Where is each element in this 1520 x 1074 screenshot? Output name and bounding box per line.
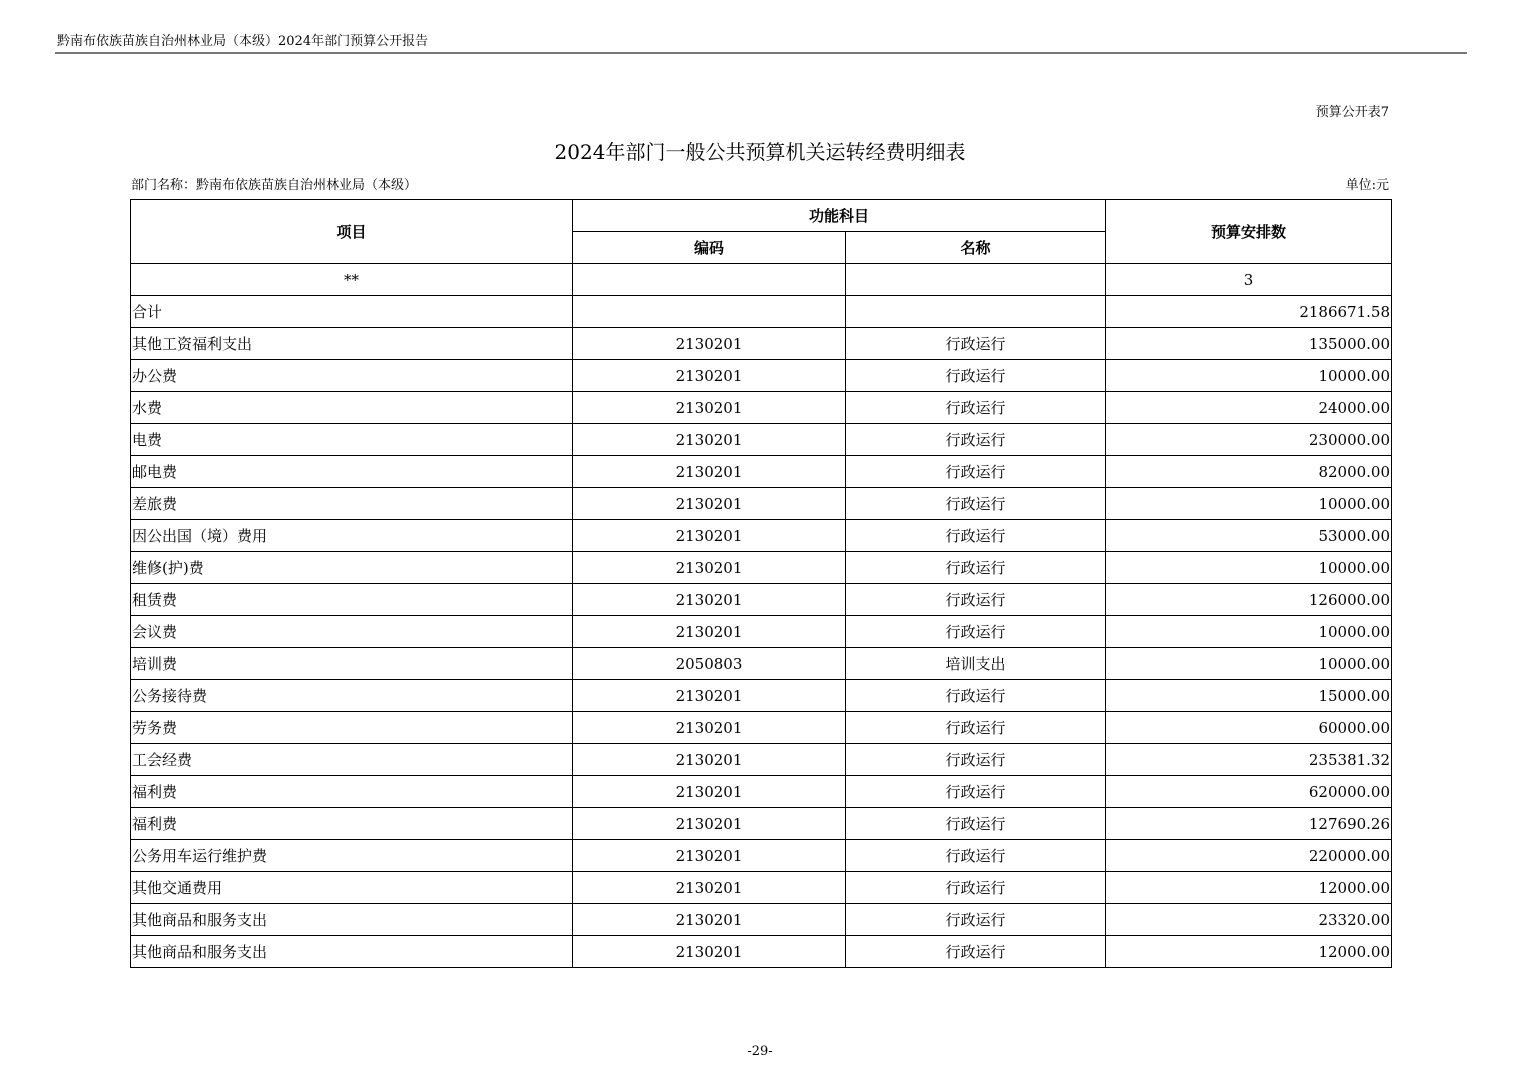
cell-function-name: 行政运行	[846, 616, 1106, 648]
table-row	[131, 296, 1392, 328]
index-item: **	[131, 264, 573, 296]
cell-amount: 24000.00	[1106, 392, 1392, 424]
col-header-function-group: 功能科目	[573, 200, 1106, 232]
cell-code: 2130201	[573, 616, 846, 648]
cell-function-name: 行政运行	[846, 808, 1106, 840]
cell-function-name: 培训支出	[846, 648, 1106, 680]
table-row	[131, 840, 1392, 872]
cell-amount: 135000.00	[1106, 328, 1392, 360]
report-header: 黔南布依族苗族自治州林业局（本级）2024年部门预算公开报告	[57, 34, 429, 49]
cell-item: 合计	[131, 296, 573, 328]
cell-function-name: 行政运行	[846, 584, 1106, 616]
table-row	[131, 456, 1392, 488]
cell-code: 2130201	[573, 808, 846, 840]
table-row	[131, 808, 1392, 840]
unit-label: 单位:元	[1345, 178, 1389, 193]
cell-amount: 12000.00	[1106, 872, 1392, 904]
cell-amount: 10000.00	[1106, 616, 1392, 648]
cell-item: 租赁费	[131, 584, 573, 616]
table-row	[131, 392, 1392, 424]
cell-item: 公务用车运行维护费	[131, 840, 573, 872]
cell-function-name: 行政运行	[846, 936, 1106, 968]
table-row	[131, 552, 1392, 584]
cell-amount: 620000.00	[1106, 776, 1392, 808]
cell-item: 其他商品和服务支出	[131, 904, 573, 936]
cell-code: 2130201	[573, 584, 846, 616]
cell-code: 2130201	[573, 488, 846, 520]
table-row	[131, 872, 1392, 904]
cell-amount: 82000.00	[1106, 456, 1392, 488]
table-row	[131, 616, 1392, 648]
table-row	[131, 936, 1392, 968]
page-title: 2024年部门一般公共预算机关运转经费明细表	[554, 140, 966, 164]
col-header-item: 项目	[131, 200, 573, 264]
index-name	[846, 264, 1106, 296]
cell-item: 工会经费	[131, 744, 573, 776]
cell-code: 2130201	[573, 520, 846, 552]
cell-amount: 10000.00	[1106, 488, 1392, 520]
table-row	[131, 680, 1392, 712]
cell-item: 会议费	[131, 616, 573, 648]
cell-amount: 230000.00	[1106, 424, 1392, 456]
page-number: -29-	[747, 1044, 773, 1059]
cell-item: 公务接待费	[131, 680, 573, 712]
cell-function-name: 行政运行	[846, 456, 1106, 488]
cell-amount: 2186671.58	[1106, 296, 1392, 328]
header-divider	[55, 52, 1467, 54]
department-name: 部门名称：黔南布依族苗族自治州林业局（本级）	[131, 178, 418, 193]
table-row	[131, 328, 1392, 360]
cell-code: 2130201	[573, 840, 846, 872]
cell-function-name: 行政运行	[846, 904, 1106, 936]
cell-function-name: 行政运行	[846, 840, 1106, 872]
cell-amount: 53000.00	[1106, 520, 1392, 552]
cell-function-name: 行政运行	[846, 712, 1106, 744]
cell-item: 培训费	[131, 648, 573, 680]
table-row	[131, 488, 1392, 520]
cell-code: 2130201	[573, 424, 846, 456]
cell-item: 福利费	[131, 808, 573, 840]
cell-amount: 12000.00	[1106, 936, 1392, 968]
col-header-amount: 预算安排数	[1106, 200, 1392, 264]
index-code	[573, 264, 846, 296]
cell-amount: 127690.26	[1106, 808, 1392, 840]
table-row	[131, 712, 1392, 744]
index-row	[131, 264, 1392, 296]
cell-function-name: 行政运行	[846, 680, 1106, 712]
table-row	[131, 648, 1392, 680]
cell-function-name: 行政运行	[846, 488, 1106, 520]
cell-item: 邮电费	[131, 456, 573, 488]
cell-function-name	[846, 296, 1106, 328]
table-row	[131, 520, 1392, 552]
cell-item: 其他工资福利支出	[131, 328, 573, 360]
table-row	[131, 776, 1392, 808]
cell-function-name: 行政运行	[846, 360, 1106, 392]
cell-code: 2130201	[573, 360, 846, 392]
cell-item: 其他商品和服务支出	[131, 936, 573, 968]
cell-amount: 10000.00	[1106, 552, 1392, 584]
cell-amount: 220000.00	[1106, 840, 1392, 872]
cell-item: 福利费	[131, 776, 573, 808]
cell-code: 2050803	[573, 648, 846, 680]
cell-code: 2130201	[573, 456, 846, 488]
cell-code: 2130201	[573, 680, 846, 712]
cell-amount: 23320.00	[1106, 904, 1392, 936]
cell-function-name: 行政运行	[846, 872, 1106, 904]
cell-function-name: 行政运行	[846, 392, 1106, 424]
col-header-name: 名称	[846, 232, 1106, 264]
cell-code: 2130201	[573, 872, 846, 904]
cell-code: 2130201	[573, 552, 846, 584]
cell-code: 2130201	[573, 712, 846, 744]
table-row	[131, 360, 1392, 392]
cell-amount: 126000.00	[1106, 584, 1392, 616]
cell-amount: 60000.00	[1106, 712, 1392, 744]
cell-code: 2130201	[573, 904, 846, 936]
cell-code: 2130201	[573, 936, 846, 968]
cell-item: 其他交通费用	[131, 872, 573, 904]
table-row	[131, 744, 1392, 776]
budget-table	[130, 199, 1392, 968]
index-amount: 3	[1106, 264, 1392, 296]
col-header-code: 编码	[573, 232, 846, 264]
cell-function-name: 行政运行	[846, 328, 1106, 360]
cell-item: 水费	[131, 392, 573, 424]
table-row	[131, 584, 1392, 616]
cell-item: 维修(护)费	[131, 552, 573, 584]
cell-amount: 10000.00	[1106, 360, 1392, 392]
cell-function-name: 行政运行	[846, 744, 1106, 776]
cell-amount: 235381.32	[1106, 744, 1392, 776]
cell-item: 因公出国（境）费用	[131, 520, 573, 552]
cell-function-name: 行政运行	[846, 520, 1106, 552]
cell-function-name: 行政运行	[846, 424, 1106, 456]
cell-code: 2130201	[573, 392, 846, 424]
cell-function-name: 行政运行	[846, 776, 1106, 808]
cell-code: 2130201	[573, 744, 846, 776]
cell-item: 劳务费	[131, 712, 573, 744]
cell-item: 电费	[131, 424, 573, 456]
table-number: 预算公开表7	[1315, 105, 1389, 120]
cell-item: 差旅费	[131, 488, 573, 520]
cell-amount: 15000.00	[1106, 680, 1392, 712]
cell-item: 办公费	[131, 360, 573, 392]
cell-function-name: 行政运行	[846, 552, 1106, 584]
cell-amount: 10000.00	[1106, 648, 1392, 680]
cell-code: 2130201	[573, 776, 846, 808]
cell-code: 2130201	[573, 328, 846, 360]
table-row	[131, 904, 1392, 936]
table-row	[131, 424, 1392, 456]
cell-code	[573, 296, 846, 328]
